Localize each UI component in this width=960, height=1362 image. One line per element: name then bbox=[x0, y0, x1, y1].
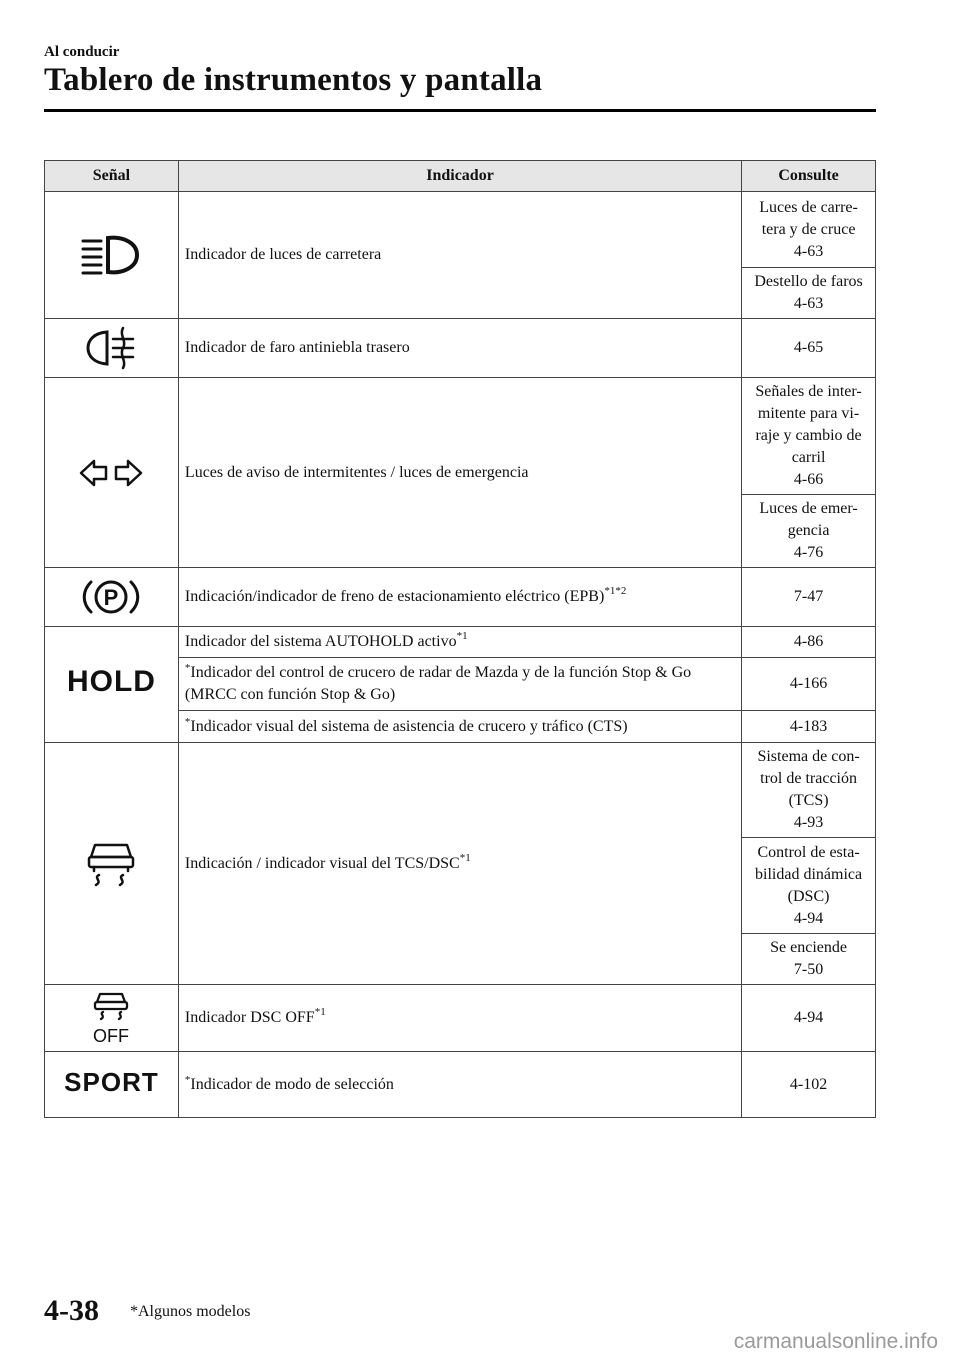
section-label: Al conducir bbox=[44, 44, 120, 60]
reference-cell bbox=[742, 192, 876, 268]
reference-text: Control de esta- bbox=[757, 843, 860, 861]
reference-text: Se enciende bbox=[770, 939, 847, 956]
reference-text: Destello de faros bbox=[754, 273, 863, 290]
reference-text: raje y cambio de bbox=[755, 427, 862, 444]
reference-cell bbox=[742, 743, 876, 838]
signal-cell bbox=[45, 319, 179, 378]
reference-text: mitente para vi- bbox=[757, 405, 860, 422]
reference-text: Luces de emer- bbox=[759, 500, 858, 517]
reference-page: 4-65 bbox=[793, 339, 824, 356]
rear-fog-light-icon bbox=[81, 325, 141, 371]
reference-page: 4-86 bbox=[793, 633, 824, 650]
indicator-text: Indicación / indicador visual del TCS/DSC bbox=[184, 854, 460, 872]
reference-cell bbox=[742, 838, 876, 934]
indicator-text: Indicador del control de crucero de radar de Mazda y de la función Stop & Go (MRCC con función Stop & Go) bbox=[184, 664, 692, 703]
table-header-row bbox=[45, 161, 876, 192]
reference-page: 4-63 bbox=[793, 295, 824, 312]
footnote-mark: *1*2 bbox=[604, 585, 627, 597]
reference-page: 4-76 bbox=[793, 544, 824, 561]
table-row-turn-signals bbox=[45, 378, 876, 495]
indicator-text: Indicador del sistema AUTOHOLD activo bbox=[184, 633, 457, 650]
reference-text: (TCS) bbox=[788, 792, 829, 809]
reference-page: 4-93 bbox=[793, 814, 824, 831]
reference-page: 4-102 bbox=[789, 1075, 828, 1093]
indicator-cell: Indicador de faro antiniebla trasero bbox=[178, 319, 741, 378]
reference-cell bbox=[742, 658, 876, 711]
indicator-text: Indicador DSC OFF bbox=[184, 1009, 315, 1026]
reference-page: 4-166 bbox=[789, 675, 828, 692]
table-row-dsc-off bbox=[45, 985, 876, 1052]
table-row-epb bbox=[45, 568, 876, 627]
parking-brake-icon bbox=[79, 574, 143, 620]
reference-text: Sistema de con- bbox=[757, 748, 860, 765]
indicator-text: Indicación/indicador de freno de estacionamiento eléctrico (EPB) bbox=[184, 588, 605, 605]
some-models-mark: * bbox=[184, 1073, 191, 1086]
some-models-mark: * bbox=[184, 662, 191, 674]
some-models-mark: * bbox=[184, 715, 191, 728]
dsc-off-icon bbox=[81, 990, 141, 1046]
reference-page: 4-94 bbox=[793, 909, 824, 927]
indicator-text: Indicador de modo de selección bbox=[190, 1075, 394, 1093]
reference-text: trol de tracción bbox=[760, 770, 857, 787]
indicator-cell bbox=[178, 1052, 741, 1118]
hold-icon: HOLD bbox=[66, 665, 156, 698]
signal-cell bbox=[45, 378, 179, 568]
table-row-rear-fog bbox=[45, 319, 876, 378]
reference-cell bbox=[742, 495, 876, 568]
indicator-cell bbox=[178, 743, 741, 985]
reference-page: 7-47 bbox=[793, 588, 824, 605]
signal-cell bbox=[45, 627, 179, 743]
signal-cell bbox=[45, 743, 179, 985]
high-beam-icon bbox=[75, 233, 147, 277]
reference-cell bbox=[742, 1052, 876, 1118]
indicator-text: Indicador visual del sistema de asistencia de crucero y tráfico (CTS) bbox=[190, 717, 628, 735]
tcs-dsc-icon bbox=[81, 839, 141, 889]
table-row-tcs-dsc bbox=[45, 743, 876, 838]
reference-text: carril bbox=[791, 449, 826, 466]
title-rule bbox=[44, 109, 876, 112]
reference-text: tera y de cruce bbox=[761, 220, 856, 238]
reference-cell bbox=[742, 319, 876, 378]
indicator-cell bbox=[178, 711, 741, 743]
indicator-cell bbox=[178, 568, 741, 627]
reference-cell bbox=[742, 934, 876, 985]
indicator-cell bbox=[178, 985, 741, 1052]
footnote: *Algunos modelos bbox=[130, 1303, 251, 1320]
dsc-off-label: OFF bbox=[93, 1026, 130, 1046]
indicator-cell bbox=[178, 627, 741, 658]
indicator-table bbox=[44, 160, 876, 1118]
reference-page: 4-94 bbox=[793, 1009, 824, 1026]
indicator-cell bbox=[178, 658, 741, 711]
indicator-cell: Luces de aviso de intermitentes / luces de emergencia bbox=[178, 378, 741, 568]
footnote-mark: *1 bbox=[314, 1006, 326, 1018]
reference-text: Señales de inter- bbox=[755, 383, 862, 400]
reference-text: Luces de carre- bbox=[759, 198, 858, 216]
turn-signal-icon bbox=[78, 456, 144, 490]
page-title: Tablero de instrumentos y pantalla bbox=[44, 62, 543, 98]
footnote-mark: *1 bbox=[459, 851, 471, 864]
watermark: carmanualsonline.info bbox=[733, 1330, 938, 1353]
column-header-indicator: Indicador bbox=[178, 161, 741, 192]
reference-page: 7-50 bbox=[793, 961, 824, 978]
svg-text:P: P bbox=[104, 585, 119, 610]
indicator-cell: Indicador de luces de carretera bbox=[178, 192, 741, 319]
reference-cell bbox=[742, 568, 876, 627]
sport-mode-icon: SPORT bbox=[64, 1067, 159, 1097]
signal-cell bbox=[45, 192, 179, 319]
signal-cell bbox=[45, 985, 179, 1052]
column-header-reference: Consulte bbox=[742, 161, 876, 192]
reference-cell bbox=[742, 711, 876, 743]
reference-text: gencia bbox=[787, 522, 830, 539]
reference-cell bbox=[742, 985, 876, 1052]
page-number: 4-38 bbox=[44, 1294, 99, 1327]
table-row-sport bbox=[45, 1052, 876, 1118]
reference-text: bilidad dinámica bbox=[755, 865, 863, 883]
table-row-hold bbox=[45, 627, 876, 658]
reference-text: (DSC) bbox=[787, 887, 830, 905]
reference-cell bbox=[742, 378, 876, 495]
table-row-high-beam bbox=[45, 192, 876, 268]
reference-cell bbox=[742, 268, 876, 319]
footnote-mark: *1 bbox=[456, 630, 468, 642]
reference-page: 4-183 bbox=[789, 717, 828, 735]
signal-cell bbox=[45, 568, 179, 627]
reference-page: 4-66 bbox=[793, 471, 824, 488]
reference-page: 4-63 bbox=[793, 242, 824, 260]
column-header-signal: Señal bbox=[45, 161, 179, 192]
signal-cell bbox=[45, 1052, 179, 1118]
reference-cell bbox=[742, 627, 876, 658]
